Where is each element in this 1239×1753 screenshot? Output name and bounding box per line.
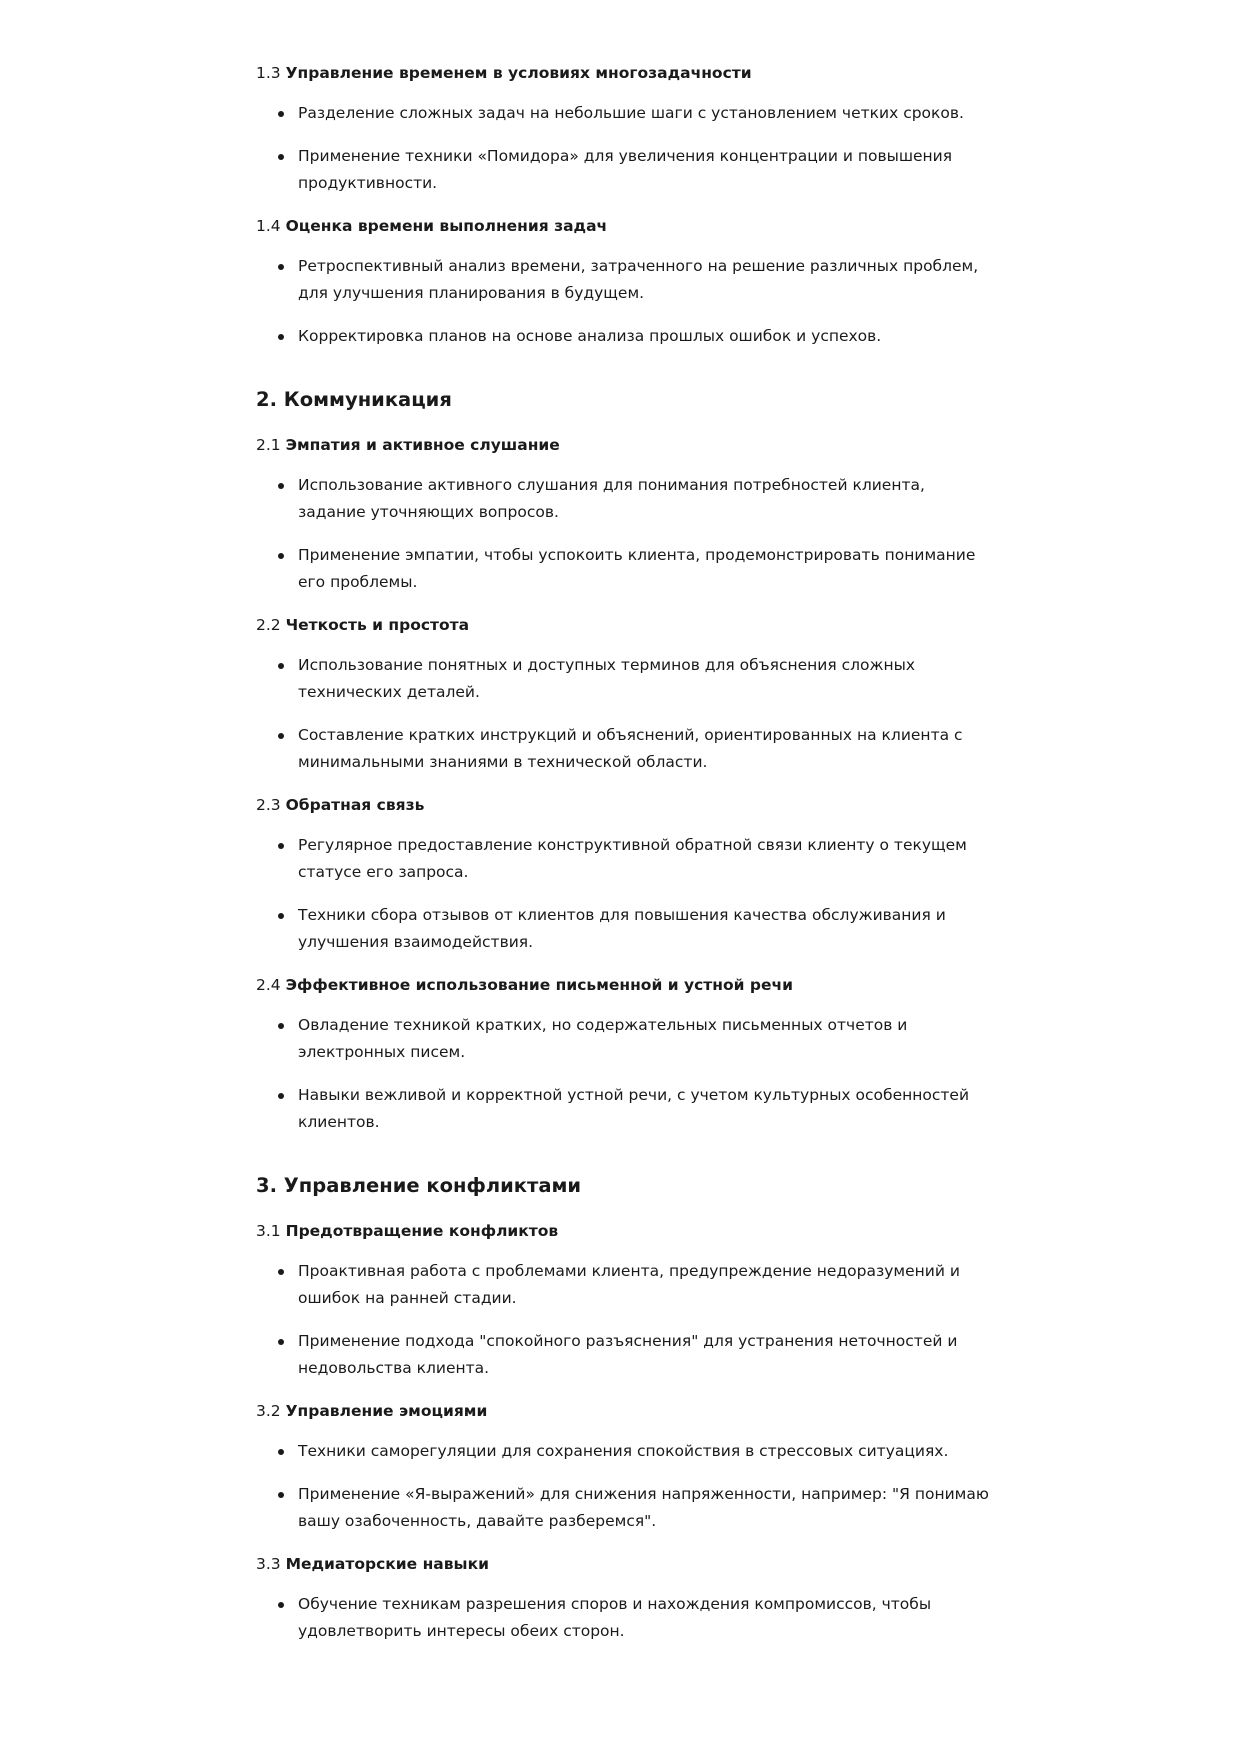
bullet-list bbox=[256, 253, 996, 350]
list-item-text: Техники саморегуляции для сохранения спокойствия в стрессовых ситуациях. bbox=[298, 1442, 949, 1460]
bullet-icon bbox=[278, 1492, 284, 1498]
subsection-heading bbox=[256, 213, 996, 239]
list-item bbox=[256, 542, 996, 596]
list-item bbox=[256, 1591, 996, 1645]
bullet-icon bbox=[278, 843, 284, 849]
list-item-text: Навыки вежливой и корректной устной речи, с учетом культурных особенностей клиентов. bbox=[298, 1086, 970, 1131]
list-item bbox=[256, 722, 996, 776]
subsection-title: Эффективное использование письменной и устной речи bbox=[285, 976, 793, 994]
subsection-heading bbox=[256, 612, 996, 638]
subsection-heading bbox=[256, 1551, 996, 1577]
subsection-number: 3.1 bbox=[256, 1222, 281, 1240]
list-item-text: Составление кратких инструкций и объяснений, ориентированных на клиента с минимальными знаниями в технической области. bbox=[298, 726, 963, 771]
list-item bbox=[256, 1481, 996, 1535]
bullet-list bbox=[256, 1012, 996, 1136]
list-item-text: Регулярное предоставление конструктивной обратной связи клиенту о текущем статусе его запроса. bbox=[298, 836, 967, 881]
list-item-text: Разделение сложных задач на небольшие шаги с установлением четких сроков. bbox=[298, 104, 964, 122]
bullet-list bbox=[256, 652, 996, 776]
section-heading: 2. Коммуникация bbox=[256, 388, 452, 411]
subsection-title: Четкость и простота bbox=[285, 616, 470, 634]
list-item-text: Применение «Я-выражений» для снижения напряженности, например: "Я понимаю вашу озабоченность, давайте разберемся". bbox=[298, 1485, 989, 1530]
subsection-heading bbox=[256, 60, 996, 86]
list-item-text: Овладение техникой кратких, но содержательных письменных отчетов и электронных писем. bbox=[298, 1016, 908, 1061]
list-item bbox=[256, 1328, 996, 1382]
bullet-icon bbox=[278, 1269, 284, 1275]
bullet-list bbox=[256, 1438, 996, 1535]
list-item bbox=[256, 143, 996, 197]
list-item bbox=[256, 472, 996, 526]
bullet-icon bbox=[278, 663, 284, 669]
list-item bbox=[256, 1012, 996, 1066]
subsection-title: Медиаторские навыки bbox=[285, 1555, 489, 1573]
list-item bbox=[256, 1438, 996, 1465]
list-item-text: Корректировка планов на основе анализа прошлых ошибок и успехов. bbox=[298, 327, 882, 345]
subsection-heading bbox=[256, 1398, 996, 1424]
subsection-title: Эмпатия и активное слушание bbox=[285, 436, 560, 454]
list-item bbox=[256, 652, 996, 706]
list-item bbox=[256, 1082, 996, 1136]
section-heading: 3. Управление конфликтами bbox=[256, 1174, 582, 1197]
bullet-icon bbox=[278, 1602, 284, 1608]
subsection-title: Предотвращение конфликтов bbox=[285, 1222, 559, 1240]
bullet-list bbox=[256, 832, 996, 956]
subsection-heading bbox=[256, 972, 996, 998]
list-item-text: Применение техники «Помидора» для увеличения концентрации и повышения продуктивности. bbox=[298, 147, 953, 192]
list-item bbox=[256, 253, 996, 307]
list-item-text: Обучение техникам разрешения споров и нахождения компромиссов, чтобы удовлетворить интересы обеих сторон. bbox=[298, 1595, 932, 1640]
subsection-number: 1.3 bbox=[256, 64, 281, 82]
bullet-icon bbox=[278, 733, 284, 739]
subsection-number: 1.4 bbox=[256, 217, 281, 235]
bullet-icon bbox=[278, 154, 284, 160]
bullet-list bbox=[256, 1258, 996, 1382]
bullet-icon bbox=[278, 1339, 284, 1345]
subsection-number: 2.2 bbox=[256, 616, 281, 634]
subsection-title: Управление временем в условиях многозадачности bbox=[285, 64, 752, 82]
list-item bbox=[256, 902, 996, 956]
list-item-text: Ретроспективный анализ времени, затраченного на решение различных проблем, для улучшения планирования в будущем. bbox=[298, 257, 979, 302]
bullet-icon bbox=[278, 111, 284, 117]
list-item-text: Техники сбора отзывов от клиентов для повышения качества обслуживания и улучшения взаимодействия. bbox=[298, 906, 946, 951]
bullet-icon bbox=[278, 1093, 284, 1099]
bullet-list bbox=[256, 472, 996, 596]
bullet-icon bbox=[278, 913, 284, 919]
bullet-icon bbox=[278, 553, 284, 559]
subsection-heading bbox=[256, 792, 996, 818]
subsection-title: Оценка времени выполнения задач bbox=[285, 217, 608, 235]
bullet-icon bbox=[278, 264, 284, 270]
subsection-number: 3.3 bbox=[256, 1555, 281, 1573]
subsection-number: 2.3 bbox=[256, 796, 281, 814]
subsection-number: 2.1 bbox=[256, 436, 281, 454]
bullet-icon bbox=[278, 483, 284, 489]
bullet-icon bbox=[278, 1449, 284, 1455]
bullet-icon bbox=[278, 334, 284, 340]
list-item-text: Проактивная работа с проблемами клиента, предупреждение недоразумений и ошибок на ранней стадии. bbox=[298, 1262, 960, 1307]
list-item-text: Использование активного слушания для понимания потребностей клиента, задание уточняющих вопросов. bbox=[298, 476, 925, 521]
list-item-text: Использование понятных и доступных терминов для объяснения сложных технических деталей. bbox=[298, 656, 916, 701]
list-item bbox=[256, 323, 996, 350]
list-item-text: Применение эмпатии, чтобы успокоить клиента, продемонстрировать понимание его проблемы. bbox=[298, 546, 976, 591]
bullet-list bbox=[256, 1591, 996, 1645]
document-page bbox=[256, 60, 996, 1661]
subsection-title: Обратная связь bbox=[285, 796, 425, 814]
subsection-number: 3.2 bbox=[256, 1402, 281, 1420]
subsection-heading bbox=[256, 1218, 996, 1244]
subsection-title: Управление эмоциями bbox=[285, 1402, 488, 1420]
list-item bbox=[256, 1258, 996, 1312]
subsection-heading bbox=[256, 432, 996, 458]
bullet-list bbox=[256, 100, 996, 197]
list-item-text: Применение подхода "спокойного разъяснения" для устранения неточностей и недовольства клиента. bbox=[298, 1332, 958, 1377]
subsection-number: 2.4 bbox=[256, 976, 281, 994]
list-item bbox=[256, 100, 996, 127]
list-item bbox=[256, 832, 996, 886]
bullet-icon bbox=[278, 1023, 284, 1029]
